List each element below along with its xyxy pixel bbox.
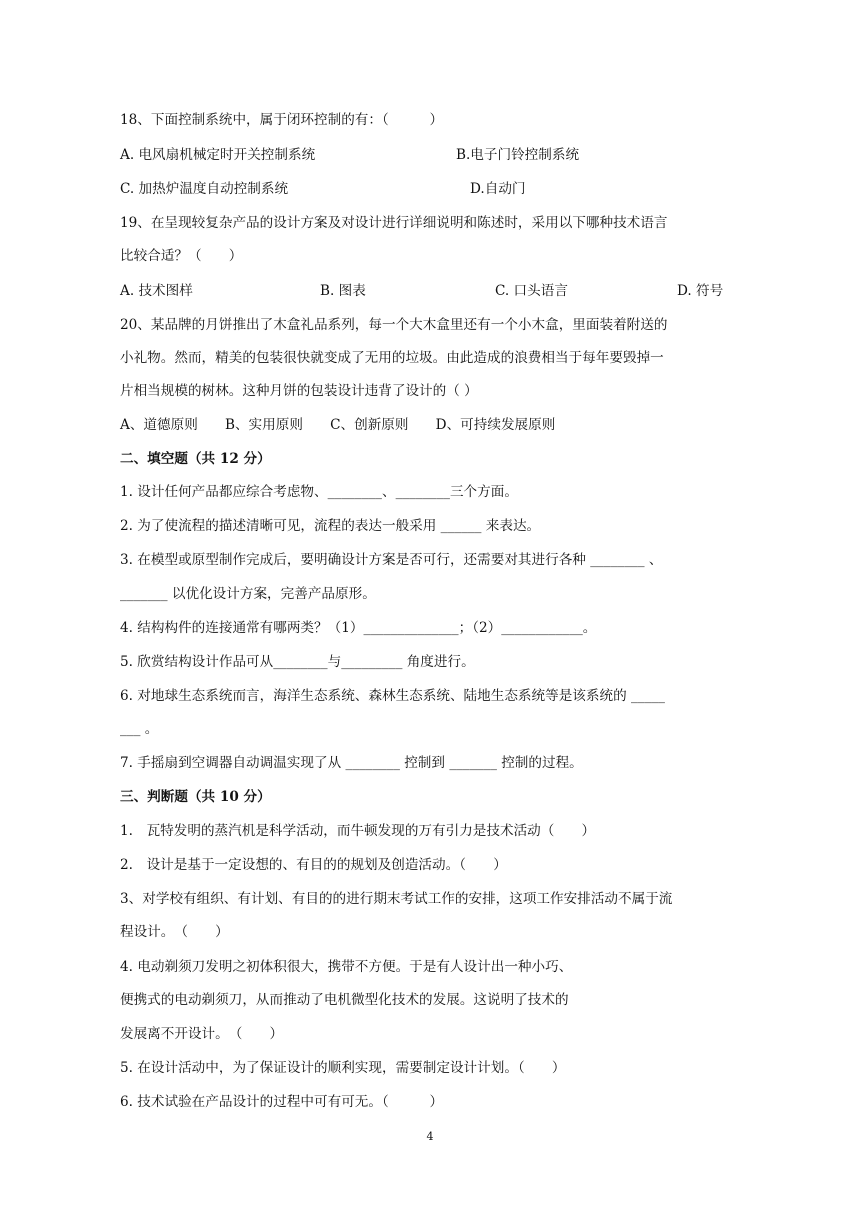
- judgment-item: 3、对学校有组织、有计划、有目的的进行期末考试工作的安排，这项工作安排活动不属于流: [120, 891, 673, 907]
- q20-options: A、道德原则 B、实用原则 C、创新原则 D、可持续发展原则: [120, 417, 556, 433]
- q20-stem-line3: 片相当规模的树林。这种月饼的包装设计违背了设计的（ ）: [120, 383, 478, 399]
- fill-blank-item: 4. 结构构件的连接通常有哪两类？（1）______________；（2）____________。: [120, 620, 597, 636]
- q19-stem-line1: 19、在呈现较复杂产品的设计方案及对设计进行详细说明和陈述时，采用以下哪种技术语言: [120, 215, 668, 231]
- judgment-item: 2. 设计是基于一定设想的、有目的的规划及创造活动。（ ）: [120, 857, 507, 873]
- q19-option-c: C. 口头语言: [495, 283, 568, 299]
- fill-blank-item: 2. 为了使流程的描述清晰可见，流程的表达一般采用 ______ 来表达。: [120, 518, 541, 534]
- judgment-item: 程设计。 （ ）: [120, 924, 229, 940]
- fill-blank-item: 6. 对地球生态系统而言，海洋生态系统、森林生态系统、陆地生态系统等是该系统的 _____: [120, 688, 665, 704]
- q20-stem-line2: 小礼物。然而，精美的包装很快就变成了无用的垃圾。由此造成的浪费相当于每年要毁掉一: [120, 350, 664, 366]
- judgment-item: 5. 在设计活动中，为了保证设计的顺利实现，需要制定设计计划。（ ）: [120, 1060, 566, 1076]
- judgment-item: 1. 瓦特发明的蒸汽机是科学活动，而牛顿发现的万有引力是技术活动（ ）: [120, 823, 596, 839]
- fill-blank-item: ___ 。: [120, 721, 159, 737]
- q18-stem: 18、下面控制系统中，属于闭环控制的有：（ ）: [120, 112, 444, 128]
- fill-blank-item: 1. 设计任何产品都应综合考虑物、________、________三个方面。: [120, 484, 518, 500]
- q19-option-a: A. 技术图样: [120, 283, 193, 299]
- judgment-item: 4. 电动剃须刀发明之初体积很大，携带不方便。于是有人设计出一种小巧、: [120, 959, 573, 975]
- judgment-item: 发展离不开设计。 （ ）: [120, 1026, 284, 1042]
- fill-blank-item: 7. 手摇扇到空调器自动调温实现了从 ________ 控制到 _______ 控制的过程。: [120, 755, 583, 771]
- q18-option-a: A. 电风扇机械定时开关控制系统: [120, 147, 316, 163]
- judgment-item: 6. 技术试验在产品设计的过程中可有可无。（ ）: [120, 1094, 444, 1110]
- section2-title: 二、填空题（共 12 分）: [120, 451, 271, 467]
- q18-option-d: D.自动门: [470, 181, 526, 197]
- fill-blank-item: 5. 欣赏结构设计作品可从________与_________ 角度进行。: [120, 654, 475, 670]
- q18-option-b: B.电子门铃控制系统: [456, 147, 580, 163]
- q20-stem-line1: 20、某品牌的月饼推出了木盒礼品系列，每一个大木盒里还有一个小木盒，里面装着附送的: [120, 317, 668, 333]
- fill-blank-item: 3. 在模型或原型制作完成后，要明确设计方案是否可行，还需要对其进行各种 ________ 、: [120, 552, 663, 568]
- page-number: 4: [426, 1130, 434, 1143]
- section3-title: 三、判断题（共 10 分）: [120, 789, 271, 805]
- q18-option-c: C. 加热炉温度自动控制系统: [120, 181, 289, 197]
- q19-option-b: B. 图表: [320, 283, 366, 299]
- fill-blank-item: _______ 以优化设计方案，完善产品原形。: [120, 586, 376, 602]
- q19-stem-line2: 比较合适？（ ）: [120, 248, 243, 264]
- q19-option-d: D. 符号: [677, 283, 724, 299]
- judgment-item: 便携式的电动剃须刀，从而推动了电机微型化技术的发展。这说明了技术的: [120, 992, 569, 1008]
